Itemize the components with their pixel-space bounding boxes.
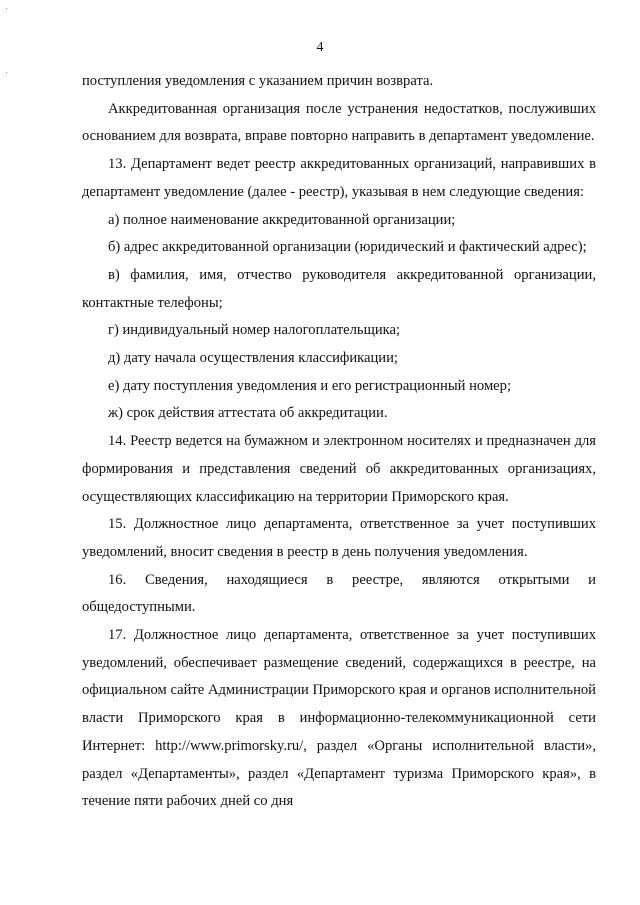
list-item: а) полное наименование аккредитованной организации;: [108, 211, 456, 228]
paragraph: 15. Должностное лицо департамента, ответственное за учет поступивших уведомлений, вносит сведения в реестр в день получения уведомления.: [82, 516, 596, 560]
paragraph: 14. Реестр ведется на бумажном и электронном носителях и предназначен для формирования и представления сведений об аккредитованных организациях, осуществляющих классификацию на территории Приморского края.: [82, 433, 596, 505]
paragraph: 17. Должностное лицо департамента, ответственное за учет поступивших уведомлений, обеспечивает размещение сведений, содержащихся в реестре, на официальном сайте Администрации Приморского края и органов исполнительной власти Приморского края в информационно-телекоммуникационной сети Интернет: http://www.primorsky.ru/, раздел «Органы исполнительной власти», раздел «Департаменты», раздел «Департамент туризма Приморского края», в течение пяти рабочих дней со дня: [82, 627, 596, 810]
list-item: д) дату начала осуществления классификации;: [108, 350, 398, 367]
list-item: е) дату поступления уведомления и его регистрационный номер;: [108, 377, 512, 394]
list-item: б) адрес аккредитованной организации (юридический и фактический адрес);: [108, 239, 587, 256]
scan-artifact-mark: [6, 72, 7, 73]
scan-artifact-mark: [6, 8, 7, 9]
page-number: 4: [316, 40, 324, 55]
paragraph: 13. Департамент ведет реестр аккредитованных организаций, направивших в департамент уведомление (далее - реестр), указывая в нем следующие сведения:: [82, 156, 596, 200]
document-body: [82, 68, 596, 816]
list-item: ж) срок действия аттестата об аккредитации.: [108, 405, 388, 422]
paragraph: Аккредитованная организация после устранения недостатков, послуживших основанием для возврата, вправе повторно направить в департамент уведомление.: [82, 100, 596, 145]
paragraph: 16. Сведения, находящиеся в реестре, являются открытыми и общедоступными.: [82, 571, 596, 616]
paragraph: поступления уведомления с указанием причин возврата.: [82, 73, 434, 89]
list-item: в) фамилия, имя, отчество руководителя аккредитованной организации, контактные телефоны;: [82, 266, 596, 311]
list-item: г) индивидуальный номер налогоплательщика;: [108, 322, 401, 339]
